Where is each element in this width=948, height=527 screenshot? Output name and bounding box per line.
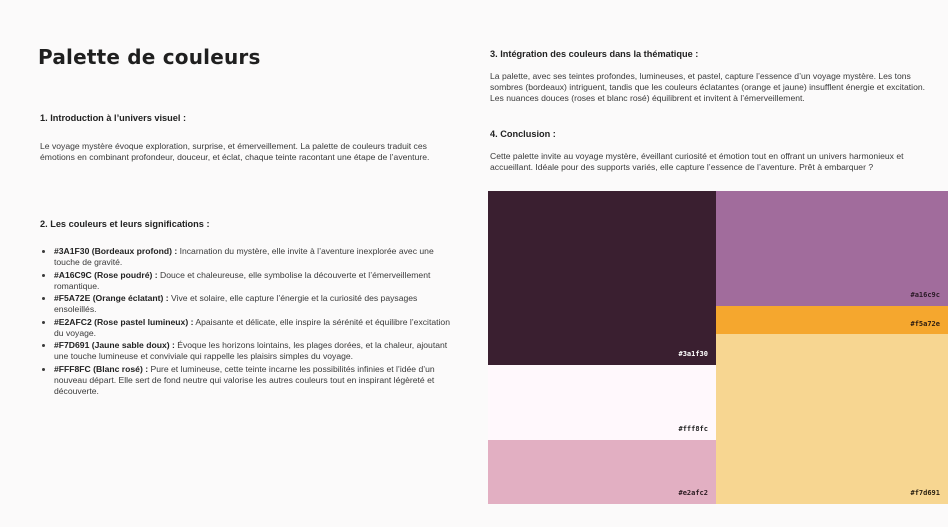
- section-3-text: La palette, avec ses teintes profondes, lumineuses, et pastel, capture l’essence d’un voyage mystère. Les tons sombres (bordeaux) intriguent, tandis que les couleurs éclatantes (orange et jaune) insufflent énergie et excitation. Les nuances douces (roses et blanc rosé) équilibrent et invitent à l’émerveillement.: [490, 71, 926, 103]
- swatch-jaune-sable: [716, 334, 948, 504]
- color-code: #FFF8FC (Blanc rosé) :: [54, 363, 149, 374]
- section-1-text: Le voyage mystère évoque exploration, surprise, et émerveillement. La palette de couleurs traduit ces émotions en combinant profondeur, douceur, et éclat, chaque teinte racontant une étape de l’aventure.: [40, 141, 430, 162]
- color-description: Douce et chaleureuse, elle symbolise la découverte et l’émerveillement romantique.: [54, 269, 431, 291]
- section-1-heading: 1. Introduction à l’univers visuel :: [40, 113, 187, 123]
- color-code: #F5A72E (Orange éclatant) :: [54, 293, 169, 303]
- color-description: Vive et solaire, elle capture l’énergie et la curiosité des paysages ensoleillés.: [54, 293, 418, 314]
- section-4-heading: 4. Conclusion :: [490, 129, 556, 139]
- swatch-rose-pastel: [488, 440, 716, 504]
- color-description: Évoque les horizons lointains, les plages dorées, et la chaleur, ajoutant une touche lumineuse et conviviale qui rappelle les plaisirs simples du voyage.: [54, 340, 448, 361]
- swatch-hex-label: #e2afc2: [678, 489, 708, 497]
- color-code: #3A1F30 (Bordeaux profond) :: [54, 246, 178, 256]
- page-title: Palette de couleurs: [38, 45, 261, 69]
- list-item: [54, 246, 454, 268]
- section-3-heading: 3. Intégration des couleurs dans la thématique :: [490, 49, 699, 59]
- list-item: [54, 317, 454, 339]
- swatch-rose-poudre: [716, 191, 948, 306]
- color-description: Pure et lumineuse, cette teinte incarne les possibilités infinies et l’idée d’un nouveau départ. Elle sert de fond neutre qui valorise les autres couleurs tout en inspirant légèreté et découverte.: [54, 363, 435, 396]
- color-code: #E2AFC2 (Rose pastel lumineux) :: [54, 316, 194, 327]
- list-item: [54, 340, 454, 362]
- list-item: [54, 270, 454, 292]
- section-2-heading: 2. Les couleurs et leurs significations :: [40, 219, 210, 229]
- list-item: [54, 364, 454, 397]
- section-4-text: Cette palette invite au voyage mystère, éveillant curiosité et émotion tout en offrant un univers harmonieux et accueillant. Idéale pour des supports variés, elle capture l’essence de l’aventure. Prêt à embarquer ?: [490, 151, 904, 172]
- swatch-hex-label: #3a1f30: [678, 350, 708, 358]
- color-meaning-list: [40, 246, 454, 398]
- color-description: Apaisante et délicate, elle inspire la sérénité et équilibre l’excitation du voyage.: [54, 316, 450, 338]
- color-code: #F7D691 (Jaune sable doux) :: [54, 340, 175, 350]
- color-description: Incarnation du mystère, elle invite à l’aventure inexplorée avec une touche de gravité.: [54, 246, 434, 267]
- list-item: [54, 293, 454, 315]
- swatch-hex-label: #f7d691: [910, 489, 940, 497]
- swatch-blanc-rose: [488, 365, 716, 440]
- swatch-hex-label: #fff8fc: [678, 425, 708, 433]
- swatch-hex-label: #a16c9c: [910, 291, 940, 299]
- swatch-bordeaux: [488, 191, 716, 365]
- swatch-orange: [716, 306, 948, 334]
- color-code: #A16C9C (Rose poudré) :: [54, 269, 158, 280]
- swatch-hex-label: #f5a72e: [910, 320, 940, 328]
- palette-swatch-mosaic: [488, 191, 948, 504]
